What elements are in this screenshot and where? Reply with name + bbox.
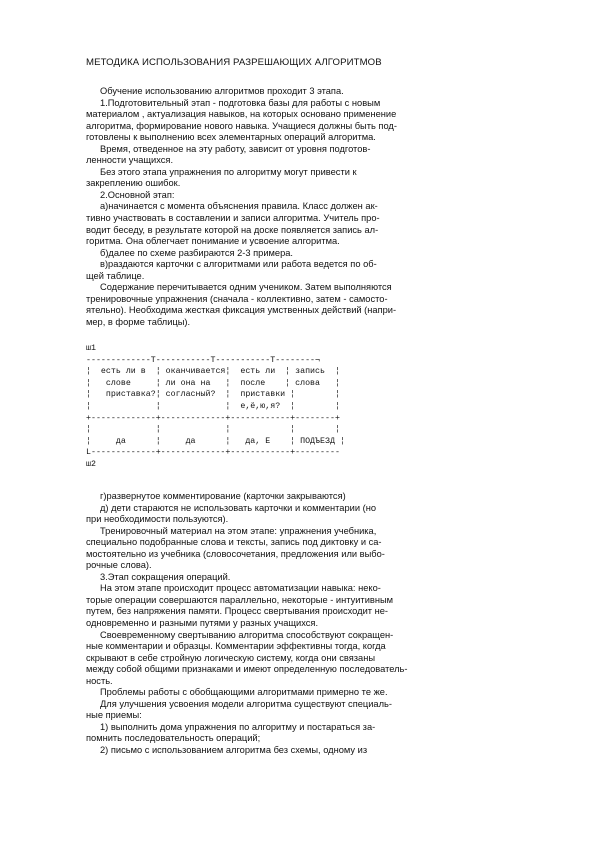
text-line: тивно участвовать в составлении и записи алгоритма. Учитель про- [86, 213, 380, 224]
text-line: Обучение использованию алгоритмов проходит 3 этапа. [100, 86, 344, 96]
text-line: Проблемы работы с обобщающими алгоритмами примерно те же. [100, 687, 388, 698]
table-row: ¦ слове ¦ ли она на ¦ после ¦ слова ¦ [86, 378, 340, 388]
text-line: скрывают в себе стройную логическую систему, когда они связаны [86, 652, 376, 663]
text-line: Для улучшения усвоения модели алгоритма существуют специаль- [100, 698, 392, 709]
text-line: г)развернутое комментирование (карточки закрываются) [100, 491, 346, 501]
table-row: ¦ приставка?¦ согласный? ¦ приставки ¦ ¦ [86, 390, 340, 400]
text-line: ятельно). Необходима жесткая фиксация умственных действий (напри- [86, 305, 397, 316]
table-row: ¦ есть ли в ¦ оканчивается¦ есть ли ¦ запись ¦ [86, 367, 340, 377]
text-line: ные комментарии и образцы. Комментарии эффективны тогда, когда [86, 641, 386, 652]
text-line: д) дети стараются не использовать карточки и комментарии (но [100, 502, 377, 513]
text-line: Без этого этапа упражнения по алгоритму могут привести к [100, 166, 357, 177]
text-line: водит беседу, в результате которой на доске появляется запись ал- [86, 224, 379, 235]
text-line: мостоятельно из учебника (словосочетания, предложения или выбо- [86, 548, 385, 559]
algorithm-table [86, 343, 345, 471]
text-line: мер, в форме таблицы). [86, 316, 191, 327]
text-line: а)начинается с момента объяснения правила. Класс должен ак- [100, 201, 378, 212]
table-row: ¦ ¦ ¦ е,ё,ю,я? ¦ ¦ [86, 401, 340, 411]
text-line: рочные слова). [86, 560, 152, 571]
text-line: Тренировочный материал на этом этапе: упражнения учебника, [100, 525, 377, 536]
body-text-part-2 [86, 491, 436, 757]
document-title: МЕТОДИКА ИСПОЛЬЗОВАНИЯ РАЗРЕШАЮЩИХ АЛГОРИТМОВ [86, 57, 382, 68]
text-line: 2.Основной этап: [100, 189, 175, 200]
text-line: путем, без напряжения памяти. Процесс свертывания происходит не- [86, 606, 389, 617]
text-line: при необходимости пользуются). [86, 514, 229, 525]
table-row: +-------------+-------------+------------+--------+ [86, 413, 340, 423]
text-line: специально подобранные слова и тексты, запись под диктовку и са- [86, 537, 382, 548]
text-line: одновременно и разными путями у разных учащихся. [86, 618, 319, 629]
text-line: 2) письмо с использованием алгоритма без схемы, одному из [100, 745, 368, 756]
table-row: ш1 [86, 344, 96, 353]
table-row: ¦ ¦ ¦ ¦ ¦ [86, 425, 340, 435]
table-row: L-------------+-------------+------------+--------- [86, 448, 340, 458]
text-line: торые операции совершаются параллельно, некоторые - интуитивным [86, 594, 394, 605]
text-line: На этом этапе происходит процесс автоматизации навыка: неко- [100, 583, 381, 594]
table-row: ш2 [86, 459, 96, 469]
text-line: б)далее по схеме разбираются 2-3 примера. [100, 247, 294, 258]
text-line: ленности учащихся. [86, 155, 174, 166]
text-line: закреплению ошибок. [86, 178, 181, 189]
text-line: алгоритма, формирование нового навыка. Учащиеся должны быть под- [86, 120, 397, 131]
text-line: 3.Этап сокращения операций. [100, 571, 231, 582]
body-text-part-1 [86, 86, 436, 328]
text-line: тренировочные упражнения (сначала - коллективно, затем - самосто- [86, 293, 388, 304]
text-line: горитма. Она облегчает понимание и усвоение алгоритма. [86, 236, 340, 247]
table-row: -------------T-----------T-----------T--------¬ [86, 355, 321, 365]
text-line: материалом , актуализация навыков, на которых основано применение [86, 109, 397, 120]
text-line: 1) выполнить дома упражнения по алгоритму и постараться за- [100, 721, 376, 732]
text-line: ные приемы: [86, 710, 142, 721]
text-line: в)раздаются карточки с алгоритмами или работа ведется по об- [100, 259, 377, 270]
text-line: 1.Подготовительный этап - подготовка базы для работы с новым [100, 97, 381, 108]
text-line: готовлены к выполнению всех элементарных операций алгоритма. [86, 132, 376, 143]
text-line: Своевременному свертыванию алгоритма способствуют сокращен- [100, 629, 394, 640]
table-row: ¦ да ¦ да ¦ да, Е ¦ ПОДЪЕЗД ¦ [86, 436, 345, 446]
text-line: Время, отведенное на эту работу, зависит от уровня подготов- [100, 143, 371, 154]
text-line: между собой общими признаками и имеют определенную последователь- [86, 664, 408, 675]
text-line: ность. [86, 675, 113, 686]
text-line: щей таблице. [86, 270, 145, 281]
text-line: Содержание перечитывается одним учеником. Затем выполняются [100, 282, 392, 293]
text-line: помнить последовательность операций; [86, 733, 261, 744]
